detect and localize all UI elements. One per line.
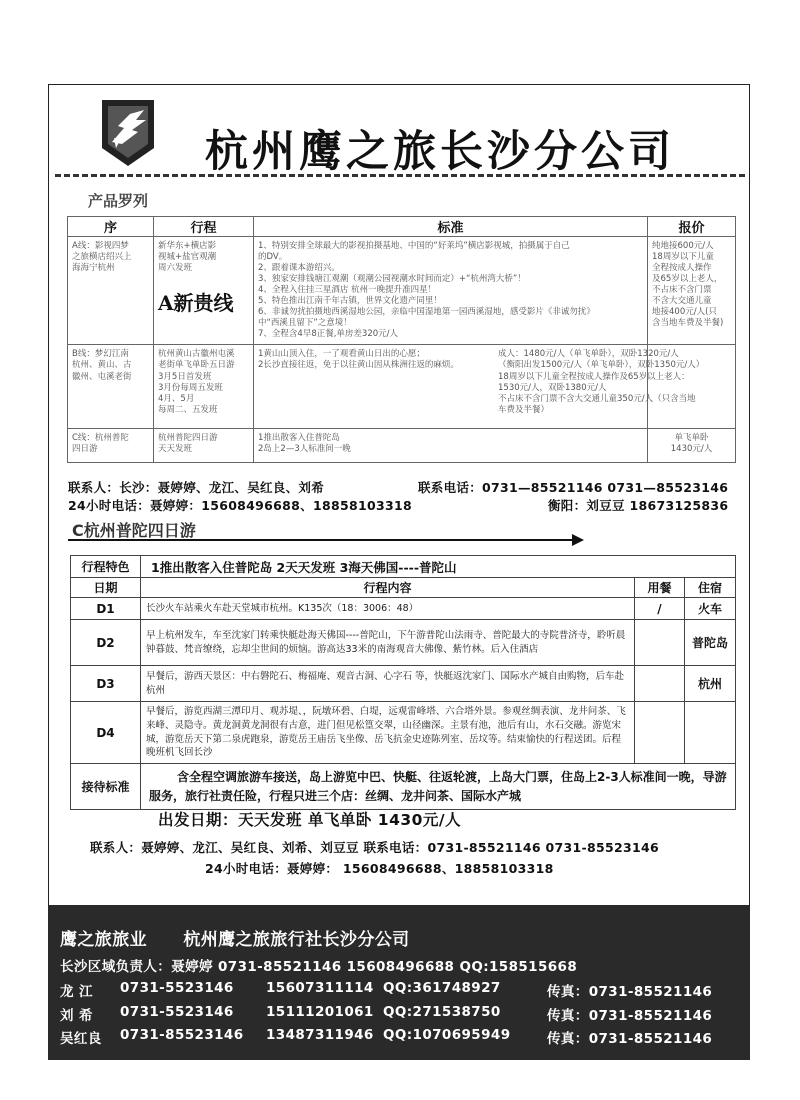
standard-text: 含全程空调旅游车接送，岛上游览中巴、快艇、往返轮渡，上岛大门票，住岛上2-3人标准间一晚，导游服务，旅行社责任险，行程只进三个店：丝绸、龙井问茶、国际水产城 [141, 764, 736, 810]
staff-qq: QQ:361748927 [383, 980, 501, 996]
company-title: 杭州鹰之旅长沙分公司 [205, 127, 675, 177]
text-line: 1、特别安排全球最大的影视拍摄基地、中国的“好莱坞”横店影视城，拍摄属于自己 [258, 241, 570, 251]
text-line: 海海宁杭州 [72, 263, 115, 274]
staff-phone: 0731-85523146 [120, 1027, 244, 1043]
day-meal [635, 666, 685, 702]
staff-mobile: 13487311946 [266, 1027, 374, 1043]
text-line: 杭州黄山古徽州屯溪 [158, 349, 235, 360]
feature-row [71, 556, 736, 578]
text-line: 地接400元/人(只 [652, 307, 717, 318]
table-row [71, 620, 736, 666]
text-line: 全程按成人操作 [652, 263, 712, 274]
day-stay: 普陀岛 [685, 620, 736, 666]
text-line: 7、全程含4早8正餐,单房差320元/人 [258, 329, 399, 340]
text-line: 每周二、五发班 [158, 404, 218, 415]
row-seq [68, 345, 154, 429]
header-date: 日期 [71, 578, 141, 598]
text-line: 单飞单卧 [674, 433, 709, 444]
text-line: 的DV。 [258, 252, 288, 263]
row-seq [68, 237, 154, 345]
route-highlight: A新贵线 [158, 291, 234, 316]
text-line: 4月、5月 [158, 393, 195, 404]
dashed-divider [55, 174, 745, 177]
staff-qq: QQ:271538750 [383, 1004, 501, 1020]
text-line: 3、独家安排钱塘江观潮（观潮公园视潮水时间而定）+“杭州湾大桥”！ [258, 274, 526, 285]
footer-company: 杭州鹰之旅旅行社长沙分公司 [183, 930, 410, 950]
footer-panel [48, 905, 750, 1060]
day-content: 早餐后，游西天景区：中右磐陀石、梅福庵、观音古洞、心字石 等，快艇返沈家门、国际水产城自由购物，后车赴杭州 [141, 666, 635, 702]
header-standard: 标准 [254, 217, 648, 237]
text-line: 不含大交通儿童 [652, 296, 712, 307]
text-line: 杭州普陀四日游 [158, 433, 218, 444]
day-stay: 杭州 [685, 666, 736, 702]
product-table [67, 216, 736, 463]
table-row [68, 237, 736, 345]
text-line: 不占床不含门票不含大交通儿童350元/人（只含当地 [498, 393, 696, 404]
text-line: 2、跟着课本游绍兴。 [258, 263, 340, 274]
text-line: 1530元/人，双卧1380元/人 [498, 382, 607, 393]
row-standard [254, 429, 648, 463]
footer-staff-row [60, 1027, 740, 1047]
staff-mobile: 15607311114 [266, 980, 374, 996]
text-line: 3月5日首发班 [158, 371, 212, 382]
footer-manager: 长沙区域负责人：聂婷婷 0731-85521146 15608496688 QQ:158515668 [60, 959, 578, 975]
text-line: 18周岁以下儿童 [652, 252, 714, 263]
day-content: 早上杭州发车，车至沈家门转乘快艇赴海天佛国----普陀山，下午游普陀山法雨寺、普陀最大的寺院普济寺，聆听晨钟暮鼓、梵音缭绕，忘却尘世间的烦恼。游高达33米的南海观音大佛像、紫竹林。后入住酒店 [141, 620, 635, 666]
text-line: 含当地车费及半餐) [652, 318, 724, 329]
day-content: 早餐后，游览西湖三潭印月、观苏堤、，阮墩环碧、白堤，远观雷峰塔、六合塔外景。参观丝绸表演、龙井问茶、飞来峰、灵隐寺。黄龙洞黄龙洞很有古意，进门但见松篁交翠，山径幽深。主景有池，池后有山，水石交融。游览宋城，游览岳天下第二泉虎跑泉，游览岳王庙岳飞坐像、岳飞抗金史迹陈列室、岳坟等。结束愉快的行程送团。后程晚班机飞回长沙 [141, 702, 635, 764]
text-line: 徽州、屯溪老街 [72, 371, 132, 382]
header-price: 报价 [648, 217, 736, 237]
day-header-row [71, 578, 736, 598]
staff-fax: 传真：0731-85521146 [547, 1008, 713, 1024]
text-line: 新华东+横店影 [158, 241, 217, 251]
day-stay: 火车 [685, 598, 736, 620]
day-content: 长沙火车站乘火车赴天堂城市杭州。K135次（18：3006：48） [141, 598, 635, 620]
standard-row [71, 764, 736, 810]
text-line: 天天发班 [158, 444, 193, 455]
text-line: 1430元/人 [670, 444, 713, 455]
table-row [68, 429, 736, 463]
text-line: 杭州、黄山、古 [72, 360, 132, 371]
staff-qq: QQ:1070695949 [383, 1027, 511, 1043]
text-line: 6、非诚勿扰拍摄地西溪湿地公园，亲临中国湿地第一园西溪湿地，感受影片《非诚勿扰》 [258, 307, 595, 318]
table-row [68, 345, 736, 429]
text-line: 4、全程入住挂三星酒店 杭州一晚提升准四星！ [258, 285, 437, 296]
staff-phone: 0731-5523146 [120, 980, 234, 996]
staff-name: 刘 希 [60, 1008, 93, 1024]
table-row [71, 666, 736, 702]
footer-staff-row [60, 980, 740, 1000]
text-line: B线：梦幻江南 [72, 349, 129, 360]
day-stay [685, 702, 736, 764]
text-line: 2岛上2—3人标准间一晚 [258, 444, 351, 455]
text-line: 车费及半餐） [498, 404, 550, 415]
feature-text: 1推出散客入住普陀岛 2天天发班 3海天佛国----普陀山 [141, 556, 736, 578]
row-price [648, 429, 736, 463]
text-line: 纯地接600元/人 [652, 241, 714, 251]
eagle-logo-icon [100, 98, 156, 168]
text-line: C线：杭州普陀 [72, 433, 129, 444]
text-line: 之旅横店绍兴上 [72, 252, 132, 263]
text-line: 及65岁以上老人， [652, 274, 723, 285]
day-date: D2 [71, 620, 141, 666]
text-line: 周六发班 [158, 263, 193, 274]
day-meal: / [635, 598, 685, 620]
contact-hengyang: 衡阳：刘豆豆 18673125836 [548, 498, 729, 513]
day-meal [635, 620, 685, 666]
text-line: 四日游 [72, 444, 98, 455]
header-seq: 序 [68, 217, 154, 237]
feature-label: 行程特色 [71, 556, 141, 578]
tour-contact-line: 联系人：聂婷婷、龙江、吴红良、刘希、刘豆豆 联系电话：0731-85521146 0731-85523146 [90, 840, 660, 855]
staff-name: 龙 江 [60, 984, 93, 1000]
text-line: 视城+盐官观潮 [158, 252, 217, 263]
row-standard [254, 237, 648, 345]
text-line: （衡阳出发1500元/人（单飞单卧），双卧1350元/人） [498, 360, 705, 371]
text-line: 中“西溪且留下”之意境！ [258, 318, 352, 329]
row-seq [68, 429, 154, 463]
day-meal [635, 702, 685, 764]
header-itinerary: 行程 [154, 217, 254, 237]
footer-brand-row [60, 925, 410, 950]
staff-phone: 0731-5523146 [120, 1004, 234, 1020]
text-line: 18周岁以下儿童全程按成人操作及65岁以上老人： [498, 371, 690, 382]
row-itinerary [154, 237, 254, 345]
header-meal: 用餐 [635, 578, 685, 598]
staff-mobile: 15111201061 [266, 1004, 374, 1020]
standard-label: 接待标准 [71, 764, 141, 810]
tour-contact-24h: 24小时电话：聂婷婷： 15608496688、18858103318 [205, 861, 554, 876]
staff-fax: 传真：0731-85521146 [547, 1031, 713, 1047]
day-date: D1 [71, 598, 141, 620]
contact-phones: 联系电话：0731—85521146 0731—85523146 [418, 480, 729, 495]
arrow-line [68, 539, 573, 541]
row-itinerary [154, 429, 254, 463]
price-block [498, 349, 732, 415]
text-line: A线：影视四梦 [72, 241, 129, 251]
text-line: 5、特色推出江南千年古镇，世界文化遗产同里！ [258, 296, 442, 307]
text-line: 成人：1480元/人（单飞单卧），双卧1320元/人 [498, 349, 679, 360]
departure-info: 出发日期：天天发班 单飞单卧 1430元/人 [158, 811, 462, 829]
section-title: 产品罗列 [88, 192, 149, 210]
text-line: 不占床不含门票 [652, 285, 712, 296]
header-content: 行程内容 [141, 578, 635, 598]
text-line: 2长沙直接往返，免于以往黄山因从株洲往返的麻烦。 [258, 360, 459, 371]
contact-24h: 24小时电话：聂婷婷：15608496688、18858103318 [68, 498, 412, 513]
day-date: D3 [71, 666, 141, 702]
staff-fax: 传真：0731-85521146 [547, 984, 713, 1000]
arrow-right-icon [572, 534, 584, 546]
text-line: 1黄山山顶入住，一了观看黄山日出的心愿； [258, 349, 425, 360]
row-itinerary [154, 345, 254, 429]
day-date: D4 [71, 702, 141, 764]
contact-names: 联系人：长沙：聂婷婷、龙江、吴红良、刘希 [68, 480, 325, 495]
staff-name: 吴红良 [60, 1031, 102, 1047]
footer-staff-row [60, 1004, 740, 1024]
table-row [71, 598, 736, 620]
footer-brand: 鹰之旅旅业 [60, 930, 147, 950]
tour-c-title: C杭州普陀四日游 [72, 521, 196, 540]
text-line: 老街单飞单卧五日游 [158, 360, 235, 371]
tour-c-table [70, 555, 736, 810]
text-line: 3月份每周五发班 [158, 382, 223, 393]
text-line: 1推出散客入住普陀岛 [258, 433, 340, 444]
header-stay: 住宿 [685, 578, 736, 598]
row-price [498, 345, 736, 429]
product-table-header [68, 217, 736, 237]
row-price [648, 237, 736, 345]
table-row [71, 702, 736, 764]
